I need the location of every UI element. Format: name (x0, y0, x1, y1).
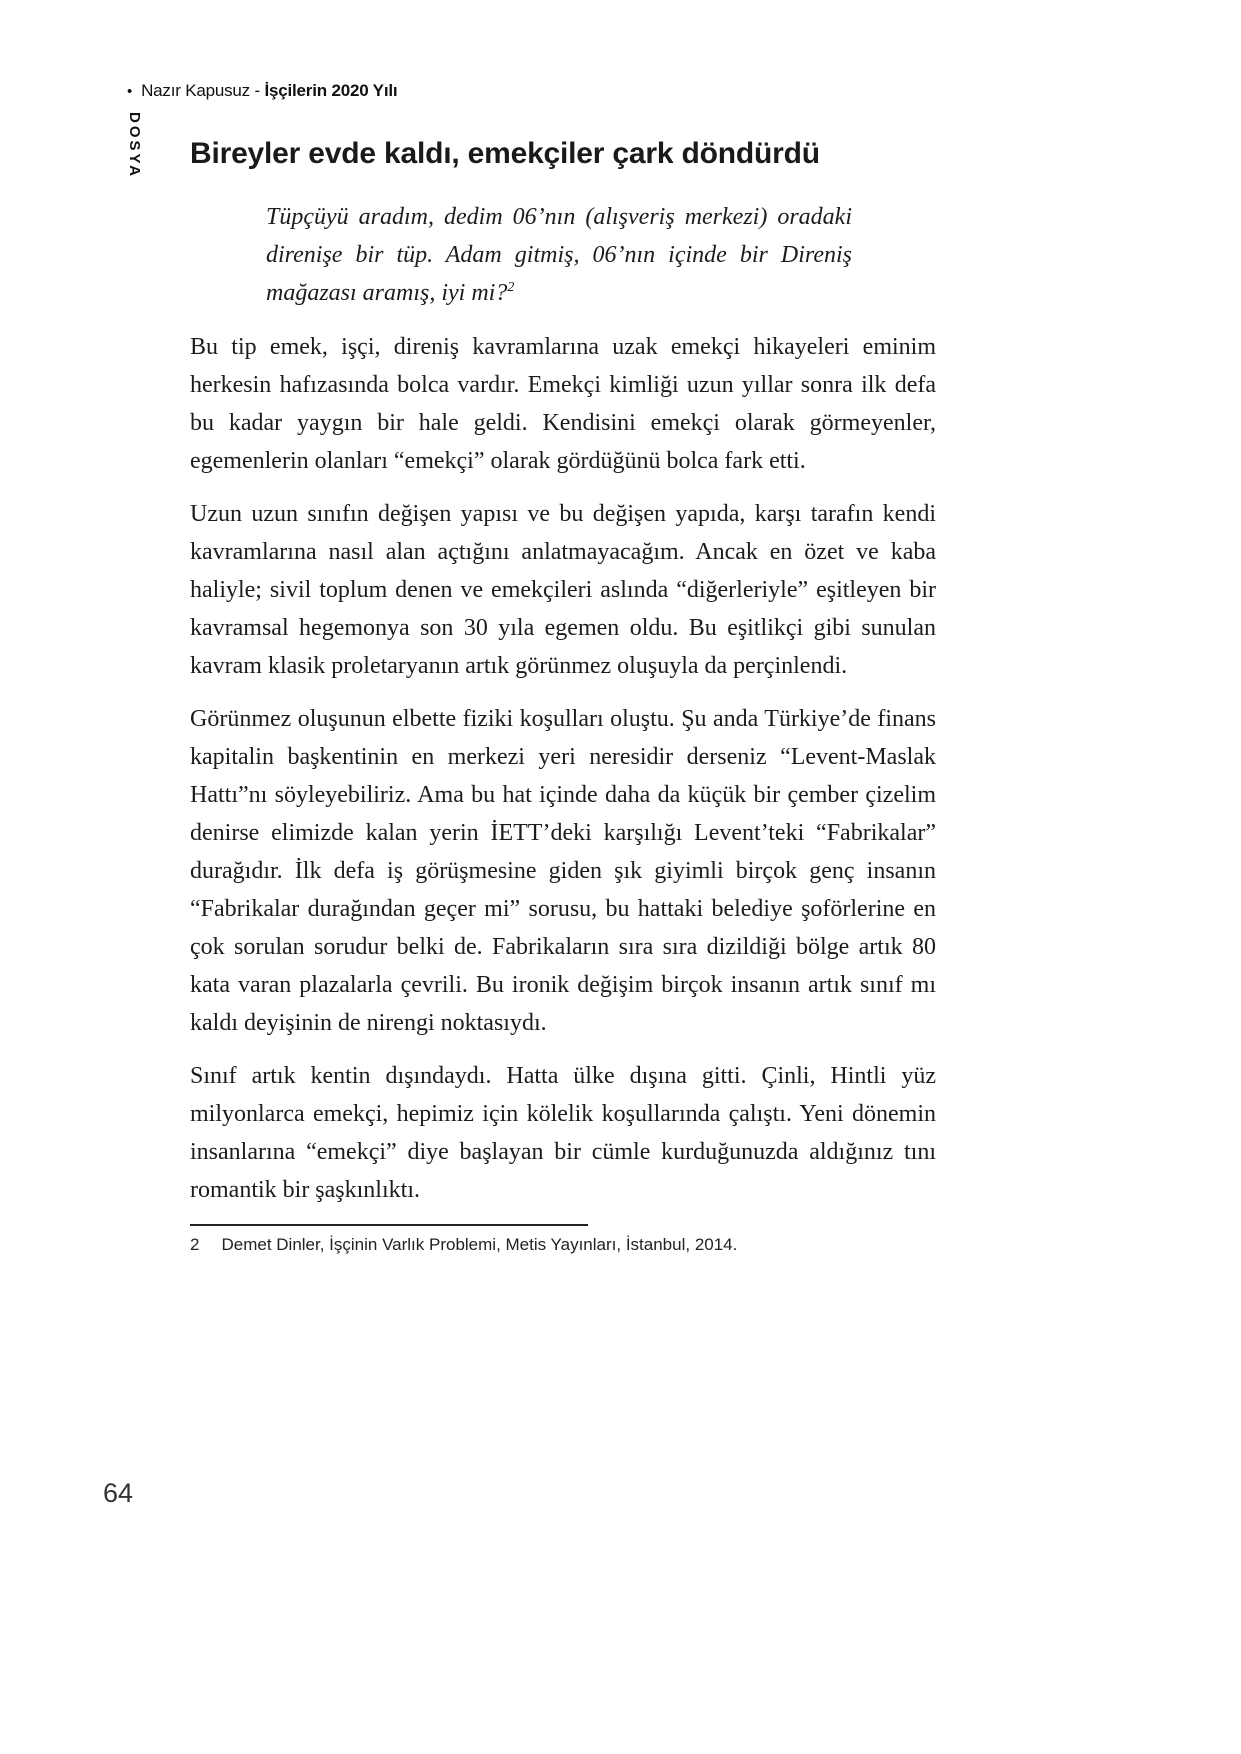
footnote-reference: 2 (507, 280, 515, 295)
article-content (190, 198, 936, 1255)
section-label-dosya: DOSYA (126, 112, 143, 179)
footnote (190, 1235, 936, 1255)
header-bullet-icon: • (127, 82, 133, 100)
page-number: 64 (103, 1478, 134, 1508)
body-paragraph-3: Görünmez oluşunun elbette fiziki koşulları oluştu. Şu anda Türkiye’de finans kapitalin başkentinin en merkezi yeri neresidir derseniz “Levent-Maslak Hattı”nı söyleyebiliriz. Ama bu hat içinde daha da küçük bir çember çizelim denirse elimizde kalan yerin İETT’deki karşılığı Levent’teki “Fabrikalar” durağıdır. İlk defa iş görüşmesine giden şık giyimli birçok genç insanın “Fabrikalar durağından geçer mi” sorusu, bu hattaki belediye şoförlerine en çok sorulan sorudur belki de. Fabrikaların sıra sıra dizildiği bölge artık 80 kata varan plazalarla çevrili. Bu ironik değişim birçok insanın artık sınıf mı kaldı deyişinin de nirengi noktasıydı. (190, 706, 936, 1036)
header-book-title: İşçilerin 2020 Yılı (264, 81, 398, 100)
epigraph-text: Tüpçüyü aradım, dedim 06’nın (alışveriş merkezi) oradaki direnişe bir tüp. Adam gitmiş, 06’nın içinde bir Direniş mağazası aramış, iyi mi? (266, 204, 852, 306)
footnote-text: Demet Dinler, İşçinin Varlık Problemi, Metis Yayınları, İstanbul, 2014. (221, 1235, 738, 1254)
footnote-block (190, 1224, 936, 1255)
header-author: Nazır Kapusuz - (141, 81, 265, 100)
footnote-number: 2 (190, 1235, 200, 1254)
footnote-divider (190, 1224, 588, 1226)
body-paragraph-4: Sınıf artık kentin dışındaydı. Hatta ülke dışına gitti. Çinli, Hintli yüz milyonlarca emekçi, hepimiz için kölelik koşullarında çalıştı. Yeni dönemin insanlarına “emekçi” diye başlayan bir cümle kurduğunuzda aldığınız tını romantik bir şaşkınlıktı. (190, 1063, 936, 1203)
body-paragraph-2: Uzun uzun sınıfın değişen yapısı ve bu değişen yapıda, karşı tarafın kendi kavramlarına nasıl alan açtığını anlatmayacağım. Ancak en özet ve kaba haliyle; sivil toplum denen ve emekçileri aslında “diğerleriyle” eşitleyen bir kavramsal hegemonya son 30 yıla egemen oldu. Bu eşitlikçi gibi sunulan kavram klasik proletaryanın artık görünmez oluşuyla da perçinlendi. (190, 501, 936, 679)
running-header (127, 81, 397, 101)
article-heading: Bireyler evde kaldı, emekçiler çark döndürdü (190, 137, 820, 170)
epigraph-quote (266, 198, 852, 312)
body-paragraph-1: Bu tip emek, işçi, direniş kavramlarına uzak emekçi hikayeleri eminim herkesin hafızasında bolca vardır. Emekçi kimliği uzun yıllar sonra ilk defa bu kadar yaygın bir hale geldi. Kendisini emekçi olarak görmeyenler, egemenlerin olanları “emekçi” olarak gördüğünü bolca fark etti. (190, 334, 936, 474)
header-text (141, 81, 397, 101)
